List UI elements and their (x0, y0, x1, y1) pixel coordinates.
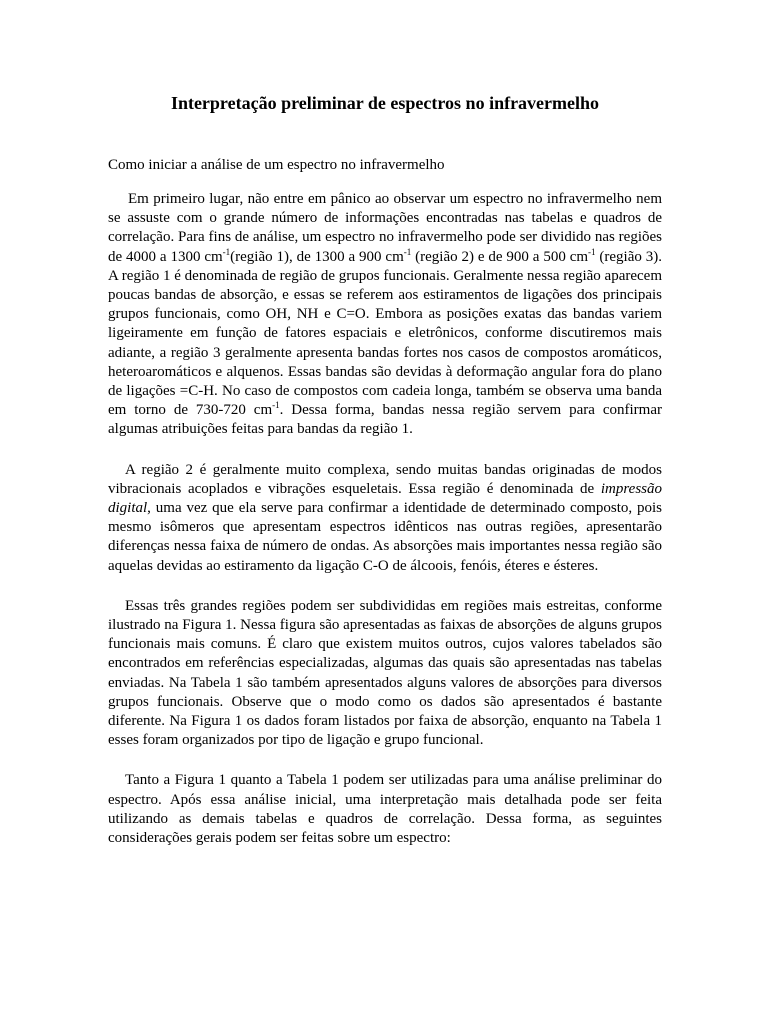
emphasized-term: impressão digital (108, 480, 662, 517)
body-paragraph (108, 771, 662, 848)
superscript-exponent: -1 (403, 246, 412, 257)
paragraph-text: (região 1), de 1300 a 900 cm (230, 248, 404, 265)
superscript-exponent: -1 (222, 246, 231, 257)
body-text (108, 190, 662, 848)
paragraph-text: . Dessa forma, bandas nessa região servem para confirmar algumas atribuições feitas para bandas da região 1. (108, 402, 662, 438)
body-paragraph (108, 461, 662, 576)
body-paragraph (108, 597, 662, 751)
paragraph-text: (região 2) e de 900 a 500 cm (411, 248, 589, 265)
paragraph-text: (região 3). A região 1 é denominada de região de grupos funcionais. Geralmente nessa região aparecem poucas bandas de absorção, e essas se referem aos estiramentos de ligações dos principais grupos funcionais, como OH, NH e C=O. Embora as posições exatas das bandas variem ligeiramente em função de fatores espaciais e eletrônicos, conforme discutiremos mais adiante, a região 3 geralmente apresenta bandas fortes nos casos de compostos aromáticos, heteroaromáticos e alquenos. Essas bandas são devidas à deformação angular fora do plano de ligações =C-H. No caso de compostos com cadeia longa, também se observa uma banda em torno de 730-720 cm (108, 248, 662, 419)
document-page (108, 92, 662, 848)
paragraph-text: , uma vez que ela serve para confirmar a identidade de determinado composto, pois mesmo isômeros que apresentam espectros idênticos nas outras regiões, apresentarão diferenças nessa faixa de número de ondas. As absorções mais importantes nessa região são aquelas devidas ao estiramento da ligação C-O de álcoois, fenóis, éteres e ésteres. (108, 500, 662, 574)
superscript-exponent: -1 (272, 400, 280, 411)
document-title: Interpretação preliminar de espectros no infravermelho (170, 93, 600, 113)
paragraph-text: Tanto a Figura 1 quanto a Tabela 1 podem ser utilizadas para uma análise preliminar do espectro. Após essa análise inicial, uma interpretação mais detalhada pode ser feita utilizando as demais tabelas e quadros de correlação. Dessa forma, as seguintes considerações gerais podem ser feitas sobre um espectro: (108, 772, 662, 847)
body-paragraph (108, 190, 662, 440)
paragraph-text: Em primeiro lugar, não entre em pânico ao observar um espectro no infravermelho nem se assuste com o grande número de informações encontradas nas tabelas e quadros de correlação. Para fins de análise, um espectro no infravermelho pode ser dividido nas regiões de 4000 a 1300 cm (108, 191, 662, 265)
section-heading: Como iniciar a análise de um espectro no infravermelho (108, 157, 445, 173)
superscript-exponent: -1 (588, 246, 596, 257)
paragraph-text: A região 2 é geralmente muito complexa, sendo muitas bandas originadas de modos vibracionais acoplados e vibrações esqueletais. Essa região é denominada de (108, 461, 662, 497)
paragraph-text: Essas três grandes regiões podem ser subdivididas em regiões mais estreitas, conforme ilustrado na Figura 1. Nessa figura são apresentadas as faixas de absorções de alguns grupos funcionais mais comuns. É claro que existem muitos outros, cujos valores tabelados são encontrados em referências especializadas, algumas das quais são apresentadas nas tabelas enviadas. Na Tabela 1 são também apresentados alguns valores de absorções para diversos grupos funcionais. Observe que o modo como os dados são apresentados é bastante diferente. Na Figura 1 os dados foram listados por faixa de absorção, enquanto na Tabela 1 esses foram organizados por tipo de ligação e grupo funcional. (108, 597, 662, 749)
